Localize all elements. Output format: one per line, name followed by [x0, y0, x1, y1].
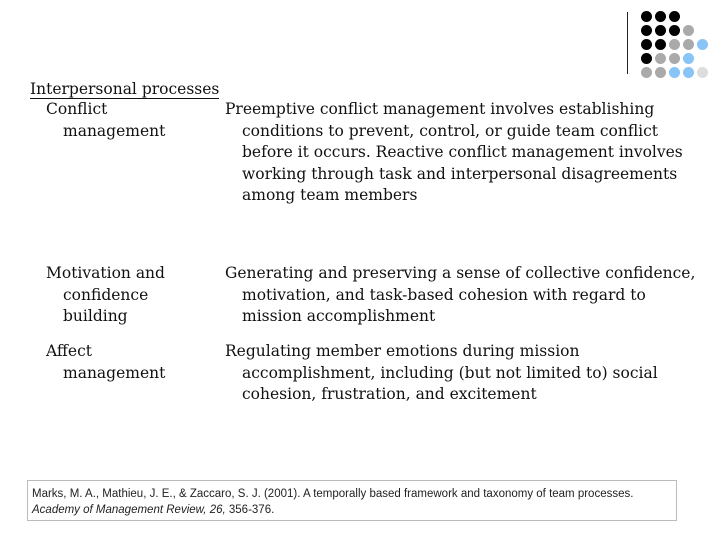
definition-conflict-management: Preemptive conflict management involves establishing conditions to prevent, control, or guide team conflict before it occurs. Reactive conflict management involves working through task and interpersonal disagreements among team members — [225, 100, 683, 204]
definition-affect-management: Regulating member emotions during mission accomplishment, including (but not limited to) social cohesion, frustration, and excitement — [225, 342, 658, 403]
term-line: building — [63, 307, 128, 325]
decorative-dot — [655, 39, 666, 50]
decorative-dot — [683, 39, 694, 50]
decorative-dot — [655, 67, 666, 78]
term-motivation-confidence — [46, 263, 165, 328]
citation-source — [32, 502, 672, 518]
citation-authors: Marks, M. A., Mathieu, J. E., & Zaccaro, S. J. (2001). A temporally based framework and taxonomy of team processes. — [32, 488, 634, 500]
term-line: management — [63, 121, 166, 140]
term-conflict-management — [46, 99, 165, 142]
decorative-dot — [697, 67, 708, 78]
decorative-dot — [641, 11, 652, 22]
term-line: confidence — [63, 285, 149, 304]
section-heading: Interpersonal processes — [30, 80, 220, 98]
decorative-dot — [655, 11, 666, 22]
decorative-dot — [655, 25, 666, 36]
citation-pages: 356-376. — [225, 504, 275, 516]
decorative-dot — [669, 25, 680, 36]
citation-box — [27, 480, 677, 521]
decorative-dot — [669, 67, 680, 78]
citation-journal: Academy of Management Review, 26, — [32, 504, 226, 516]
term-line: Conflict — [46, 100, 108, 118]
decorative-dot — [641, 67, 652, 78]
definition-motivation-confidence: Generating and preserving a sense of collective confidence, motivation, and task-based cohesion with regard to mission accomplishment — [225, 264, 696, 325]
decorative-dot — [669, 11, 680, 22]
decorative-dot — [683, 67, 694, 78]
decorative-dot — [697, 39, 708, 50]
decorative-dot — [683, 25, 694, 36]
decorative-dot — [683, 53, 694, 64]
decorative-dot — [641, 39, 652, 50]
decorative-divider-line — [627, 12, 628, 74]
decorative-dot — [669, 53, 680, 64]
decorative-dot — [641, 53, 652, 64]
decorative-dot — [641, 25, 652, 36]
decorative-dot — [669, 39, 680, 50]
term-line: Affect — [46, 342, 93, 360]
decorative-dot — [655, 53, 666, 64]
term-line: management — [63, 363, 166, 382]
term-line: Motivation and — [46, 264, 165, 282]
term-affect-management — [46, 341, 165, 384]
